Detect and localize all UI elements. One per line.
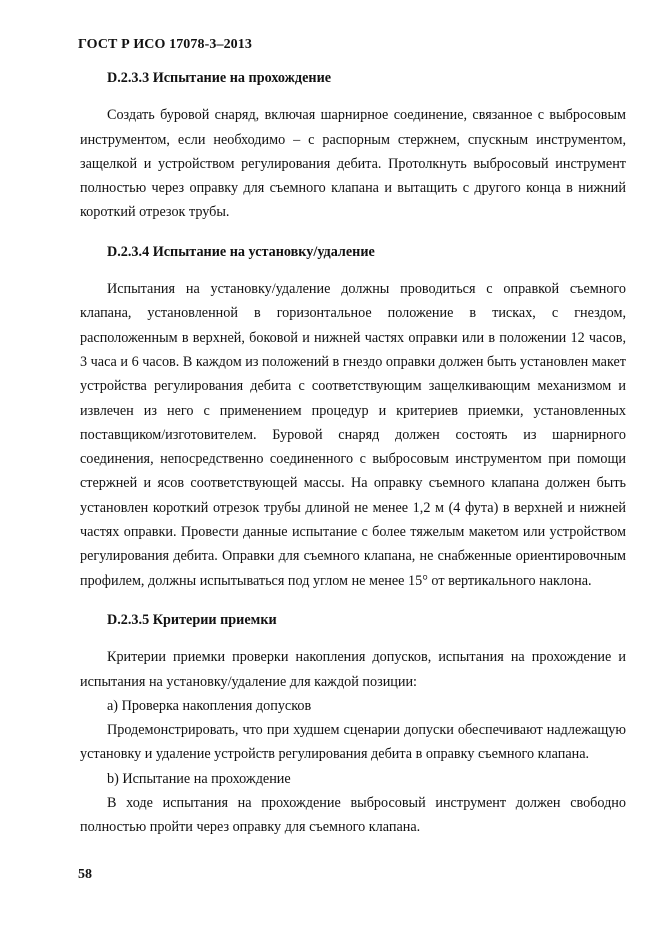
section-heading: D.2.3.4 Испытание на установку/удаление [107, 243, 375, 260]
section-d233 [80, 66, 626, 225]
standard-designation: ГОСТ Р ИСО 17078-3–2013 [78, 37, 252, 52]
section-paragraph: Испытания на установку/удаление должны проводиться с оправкой съемного клапана, установленной в горизонтальное положение в тисках, с гнездом, расположенным в верхней, боковой и нижней частях оправки или в положении 12 часов, 3 часа и 6 часов. В каждом из положений в гнездо оправки должен быть установлен макет устройства регулирования дебита с соответствующим защелкивающим механизмом и извлечен из него с применением процедур и критериев приемки, установленных поставщиком/изготовителем. Буровой снаряд должен состоять из шарнирного соединения, непосредственно соединенного с выбросовым инструментом при помощи стержней и ясов соответствующей массы. На оправку съемного клапана должен быть установлен короткий отрезок трубы длиной не менее 1,2 м (4 фута) в верхней и нижней частях оправки. Провести данные испытание с более тяжелым макетом или устройством регулирования дебита. Оправки для съемного клапана, не снабженные ориентировочным профилем, должны испытываться под углом не менее 15° от вертикального наклона. [80, 281, 626, 589]
section-d235 [80, 608, 626, 840]
page-content [80, 66, 626, 840]
criterion-label: b) Испытание на прохождение [107, 770, 291, 787]
criterion-label: а) Проверка накопления допусков [107, 697, 312, 714]
section-intro: Критерии приемки проверки накопления допусков, испытания на прохождение и испытания на установку/удаление для каждой позиции: [80, 649, 626, 690]
criterion-text: Продемонстрировать, что при худшем сценарии допуски обеспечивают надлежащую установку и удаление устройств регулирования дебита в оправку съемного клапана. [80, 722, 626, 763]
section-d234 [80, 240, 626, 593]
section-heading: D.2.3.5 Критерии приемки [107, 611, 277, 628]
criterion-text: В ходе испытания на прохождение выбросовый инструмент должен свободно полностью пройти через оправку для съемного клапана. [80, 795, 626, 836]
page-number: 58 [78, 867, 92, 882]
section-paragraph: Создать буровой снаряд, включая шарнирное соединение, связанное с выбросовым инструментом, если необходимо – с распорным стержнем, спускным инструментом, защелкой и устройством регулирования дебита. Протолкнуть выбросовый инструмент полностью через оправку для съемного клапана и вытащить с другого конца в нижний короткий отрезок трубы. [80, 107, 626, 221]
section-heading: D.2.3.3 Испытание на прохождение [107, 70, 332, 86]
